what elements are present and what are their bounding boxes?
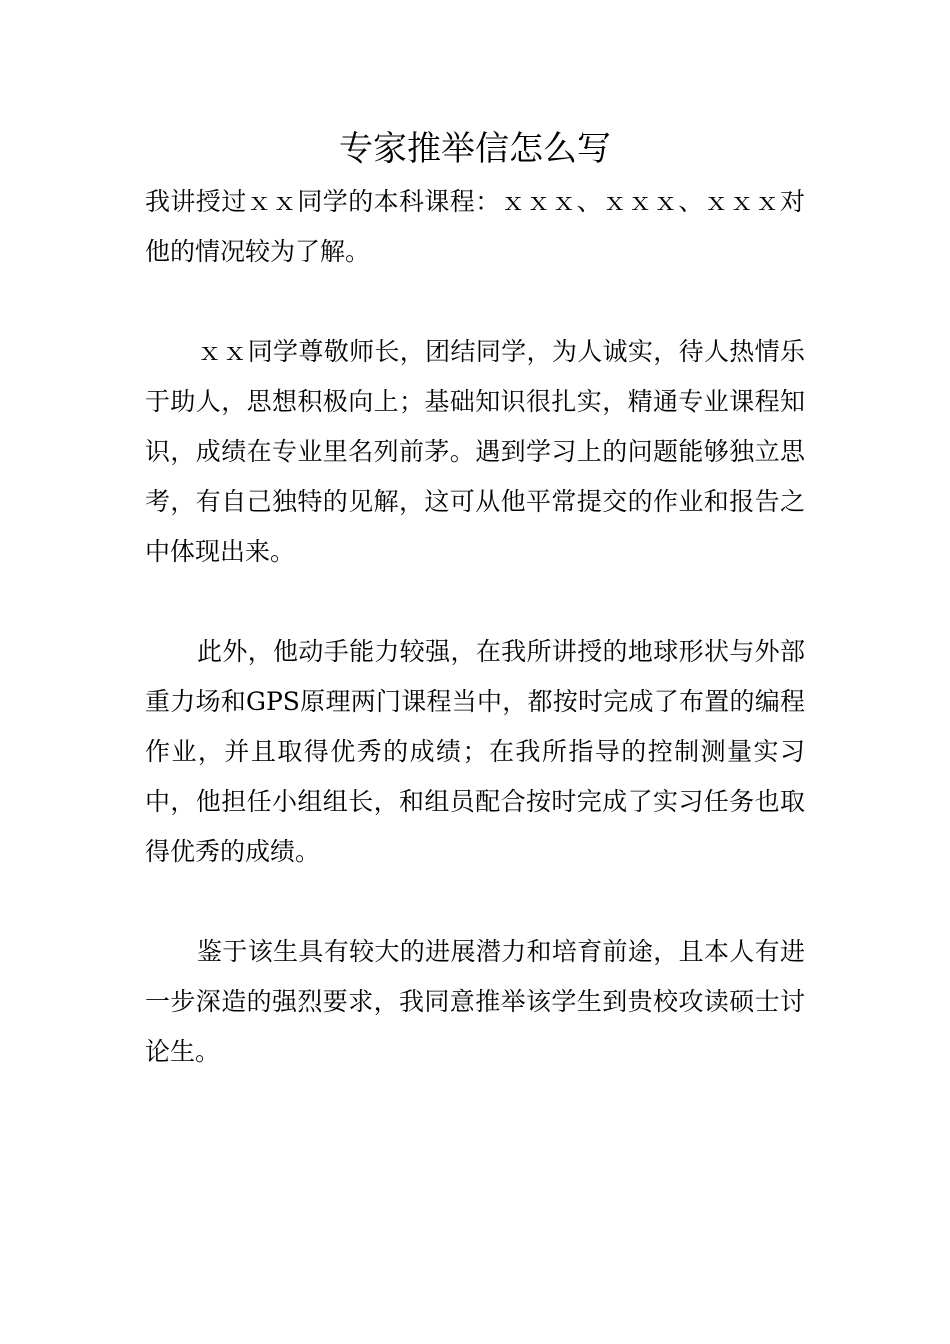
paragraph-character: ｘｘ同学尊敬师长，团结同学，为人诚实，待人热情乐于助人，思想积极向上；基础知识很扎实，精通专业课程知识，成绩在专业里名列前茅。遇到学习上的问题能够独立思考，有自己独特的见解，这可从他平常提交的作业和报告之中体现出来。: [145, 337, 805, 566]
document-body: [145, 177, 805, 1077]
paragraph-gap: [145, 877, 805, 927]
paragraph-intro: 我讲授过ｘｘ同学的本科课程：ｘｘｘ、ｘｘｘ、ｘｘｘ对他的情况较为了解。: [145, 187, 805, 266]
document-title: 专家推举信怎么写: [339, 129, 611, 169]
paragraph-gap: [145, 577, 805, 627]
paragraph-gap: [145, 277, 805, 327]
paragraph-abilities: 此外，他动手能力较强，在我所讲授的地球形状与外部重力场和GPS原理两门课程当中，都按时完成了布置的编程作业，并且取得优秀的成绩；在我所指导的控制测量实习中，他担任小组组长，和组员配合按时完成了实习任务也取得优秀的成绩。: [145, 637, 805, 866]
paragraph-recommendation: 鉴于该生具有较大的进展潜力和培育前途，且本人有进一步深造的强烈要求，我同意推举该学生到贵校攻读硕士讨论生。: [145, 937, 805, 1066]
